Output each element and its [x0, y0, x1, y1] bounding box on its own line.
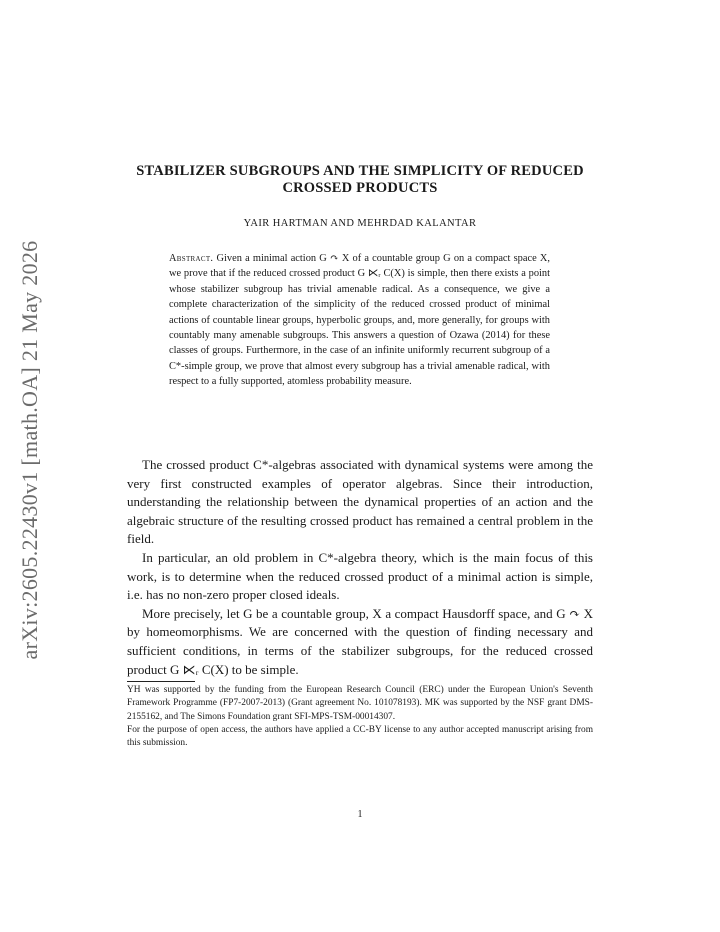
paper-title: STABILIZER SUBGROUPS AND THE SIMPLICITY OF REDUCED CROSSED PRODUCTS: [136, 163, 584, 196]
footnotes: [127, 684, 593, 750]
abstract: [169, 251, 550, 390]
page-number: 1: [357, 809, 363, 820]
paper-authors: YAIR HARTMAN AND MEHRDAD KALANTAR: [243, 218, 477, 229]
arxiv-identifier-stamp: [12, 240, 48, 660]
body-paragraph-2: In particular, an old problem in C*-algebra theory, which is the main focus of this work, is to determine when the reduced crossed product of a minimal action is simple, i.e. has no non-zero proper closed ideals.: [127, 549, 593, 603]
footnote-open-access: For the purpose of open access, the authors have applied a CC-BY license to any author accepted manuscript arising from this submission.: [127, 724, 593, 749]
abstract-label: Abstract.: [169, 253, 214, 264]
body-paragraph-1: The crossed product C*-algebras associated with dynamical systems were among the very first constructed examples of operator algebras. Since their introduction, understanding the relationship between the dynamical properties of an action and the algebraic structure of the resulting crossed product has remained a central problem in the field.: [127, 457, 593, 547]
body-paragraph-3: More precisely, let G be a countable group, X a compact Hausdorff space, and G ↷ X by homeomorphisms. We are concerned with the question of finding necessary and sufficient conditions, in terms of the stabilizer subgroups, for the reduced crossed product G ⋉ᵣ C(X) to be simple.: [127, 605, 593, 677]
body-text: [127, 456, 593, 679]
footnote-funding: YH was supported by the funding from the European Research Council (ERC) under the European Union's Seventh Framework Programme (FP7-2007-2013) (Grant agreement No. 101078193). MK was supported by the NSF grant DMS-2155162, and The Simons Foundation grant SFI-MPS-TSM-00014307.: [127, 685, 593, 722]
arxiv-identifier-text: arXiv:2605.22430v1 [math.OA] 21 May 2026: [17, 240, 42, 660]
abstract-text: Given a minimal action G ↷ X of a countable group G on a compact space X, we prove that if the reduced crossed product G ⋉ᵣ C(X) is simple, then there exists a point whose stabilizer subgroup has trivial amenable radical. As a consequence, we give a complete characterization of the simplicity of the reduced crossed product of minimal actions of countable linear groups, hyperbolic groups, and, more generally, for groups with countably many amenable subgroups. This answers a question of Ozawa (2014) for these classes of groups. Furthermore, in the case of an infinite uniformly recurrent subgroup of a C*-simple group, we prove that almost every subgroup has a trivial amenable radical, with respect to a fully supported, atomless probability measure.: [169, 253, 550, 388]
footnote-divider: [127, 681, 195, 682]
